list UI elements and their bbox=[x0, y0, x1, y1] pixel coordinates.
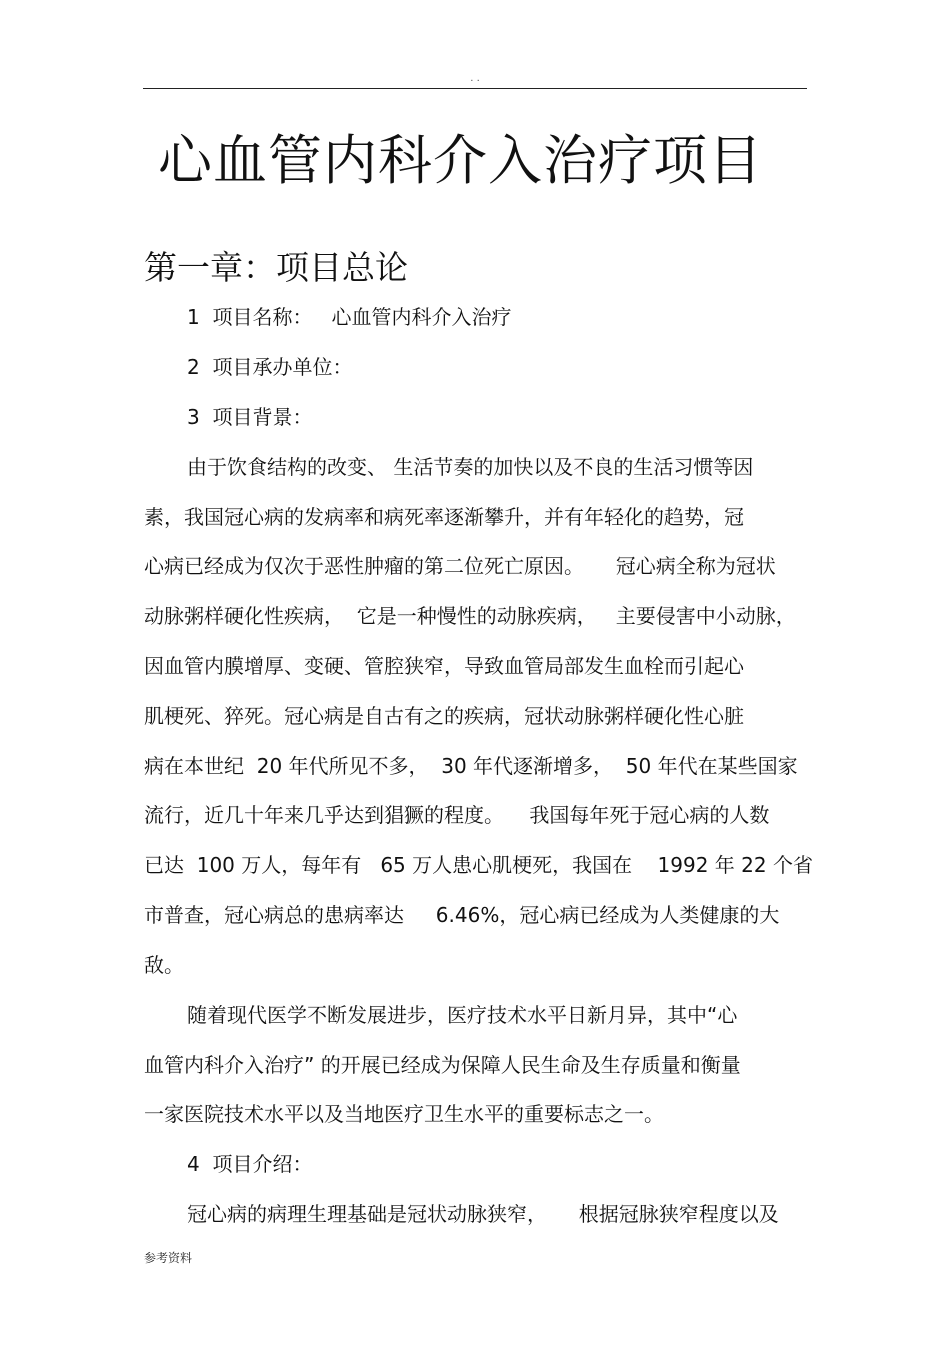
chapter-heading: 第一章：项目总论 bbox=[144, 248, 408, 287]
paragraph-line: 素，我国冠心病的发病率和病死率逐渐攀升，并有年轻化的趋势，冠 bbox=[144, 505, 744, 529]
paragraph-line: 动脉粥样硬化性疾病， 它是一种慢性的动脉疾病， 主要侵害中小动脉， bbox=[144, 604, 796, 628]
paragraph-line: 敌。 bbox=[144, 953, 184, 977]
item-project-background: 3 项目背景： bbox=[187, 405, 313, 429]
paragraph-line: 病在本世纪 20 年代所见不多， 30 年代逐渐增多， 50 年代在某些国家 bbox=[144, 754, 798, 778]
paragraph-line: 冠心病的病理生理基础是冠状动脉狭窄， 根据冠脉狭窄程度以及 bbox=[187, 1202, 779, 1226]
header-dots: . . bbox=[470, 73, 480, 84]
paragraph-line: 心病已经成为仅次于恶性肿瘤的第二位死亡原因。 冠心病全称为冠状 bbox=[144, 554, 776, 578]
footer-label: 参考资料 bbox=[144, 1251, 193, 1265]
item-project-introduction: 4 项目介绍： bbox=[187, 1152, 313, 1176]
item-project-name: 1 项目名称： 心血管内科介入治疗 bbox=[187, 305, 512, 329]
paragraph-line: 肌梗死、猝死。冠心病是自古有之的疾病，冠状动脉粥样硬化性心脏 bbox=[144, 704, 744, 728]
paragraph-line: 因血管内膜增厚、变硬、管腔狭窄，导致血管局部发生血栓而引起心 bbox=[144, 654, 744, 678]
item-project-organizer: 2 项目承办单位： bbox=[187, 355, 353, 379]
paragraph-line: 一家医院技术水平以及当地医疗卫生水平的重要标志之一。 bbox=[144, 1102, 664, 1126]
paragraph-line: 随着现代医学不断发展进步，医疗技术水平日新月异，其中“心 bbox=[187, 1003, 738, 1027]
paragraph-line: 血管内科介入治疗” 的开展已经成为保障人民生命及生存质量和衡量 bbox=[144, 1053, 741, 1077]
paragraph-line: 市普查，冠心病总的患病率达 6.46%，冠心病已经成为人类健康的大 bbox=[144, 903, 780, 927]
paragraph-line: 已达 100 万人，每年有 65 万人患心肌梗死，我国在 1992 年 22 个省 bbox=[144, 853, 813, 877]
paragraph-line: 流行，近几十年来几乎达到猖獗的程度。 我国每年死于冠心病的人数 bbox=[144, 803, 770, 827]
paragraph-line: 由于饮食结构的改变、 生活节奏的加快以及不良的生活习惯等因 bbox=[187, 455, 754, 479]
document-title: 心血管内科介入治疗项目 bbox=[158, 129, 763, 192]
header-rule bbox=[143, 88, 807, 89]
